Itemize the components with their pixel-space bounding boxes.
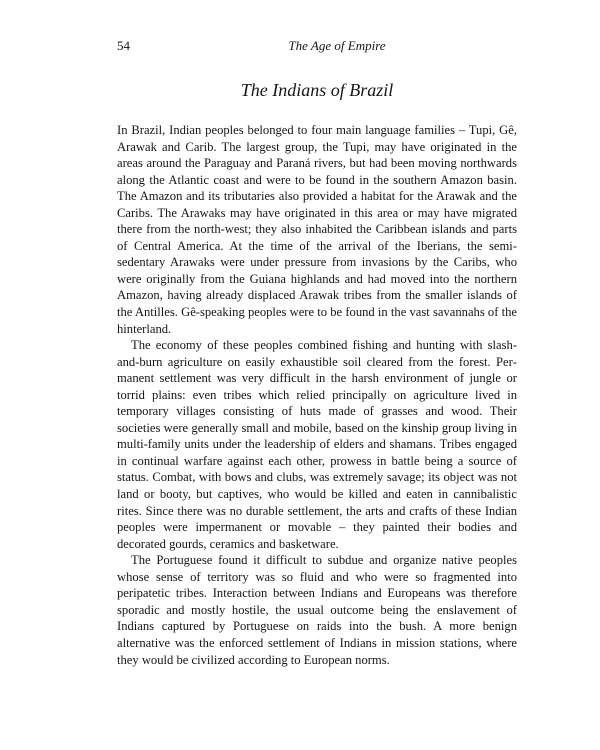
section-title: The Indians of Brazil [240,80,394,100]
paragraph-1: In Brazil, Indian peoples belonged to four main language families – Tupi, Gê, Arawak and Carib. The largest group, the Tupi, may have originated in the areas around the Paraguay and Paraná rivers, but had been moving northwards along the Atlantic coast and were to be found in the southern Amazon basin. The Amazon and its tributaries also provided a habitat for the Arawak and the Caribs. The Arawaks may have originated in this area or may have migrated there from the north-west; they also inhabited the Caribbean islands and parts of Central America. At the time of the arrival of the Iberians, the semi-sedentary Arawaks were under pressure from invasions by the Caribs, who were originally from the Guiana highlands and had moved into the northern Amazon, having already displaced Arawak tribes from the smaller islands of the Antilles. Gê-speaking peoples were to be found in the vast savannahs of the hinterland. [117,123,517,336]
running-head [117,37,517,55]
paragraph-3: The Portuguese found it difficult to subdue and organize native peoples whose sense of territory was so fluid and who were so fragmented into peripatetic tribes. Interaction between Indians and Europeans was therefore sporadic and mostly hostile, the usual outcome being the enslavement of Indians captured by Portuguese on raids into the bush. A more benign alternative was the enforced settlement of Indians in mission stations, where they would be civilized according to European norms. [117,553,517,667]
page-number: 54 [117,38,130,53]
running-title: The Age of Empire [288,38,386,53]
paragraph-2: The economy of these peoples combined fishing and hunting with slash-and-burn agriculture on easily exhaustible soil cleared from the forest. Permanent settlement was very difficult in the harsh environment of jungle or torrid plains: even tribes which relied principally on agriculture lived in temporary villages consisting of huts made of grasses and wood. Their societies were generally small and mobile, based on the kinship group living in multi-family units under the leadership of elders and shamans. Tribes engaged in continual warfare against each other, prowess in battle being a source of status. Combat, with bows and clubs, was extremely savage; its object was not land or booty, but captives, who would be killed and eaten in cannibalistic rites. Since there was no durable settlement, the arts and crafts of these Indian peoples were impermanent or movable – they painted their bodies and decorated gourds, ceramics and basketware. [117,338,517,551]
body-text [117,122,517,668]
